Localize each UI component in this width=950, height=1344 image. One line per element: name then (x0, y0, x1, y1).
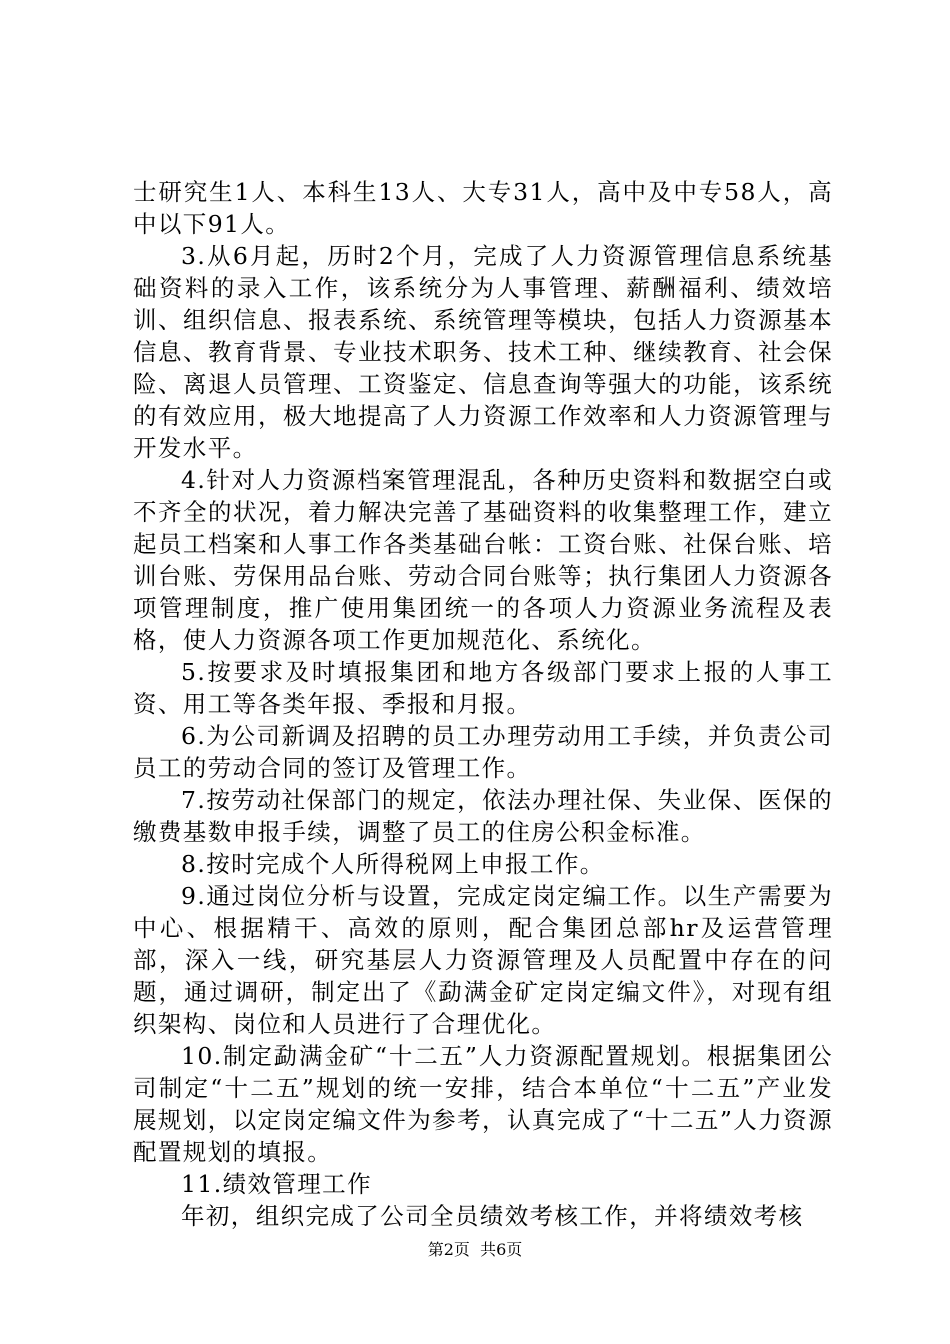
page-number: 第2页 共6页 (427, 1240, 523, 1259)
paragraph-2: 3.从6月起，历时2个月，完成了人力资源管理信息系统基础资料的录入工作，该系统分为人事管理、薪酬福利、绩效培训、组织信息、报表系统、系统管理等模块，包括人力资源基本信息、教育背景、专业技术职务、技术工种、继续教育、社会保险、离退人员管理、工资鉴定、信息查询等强大的功能，该系统的有效应用，极大地提高了人力资源工作效率和人力资源管理与开发水平。 (133, 242, 833, 462)
paragraph-5: 6.为公司新调及招聘的员工办理劳动用工手续，并负责公司员工的劳动合同的签订及管理工作。 (133, 722, 833, 782)
paragraph-11: 年初，组织完成了公司全员绩效考核工作，并将绩效考核 (181, 1202, 804, 1230)
paragraph-9: 10.制定勐满金矿“十二五”人力资源配置规划。根据集团公司制定“十二五”规划的统一安排，结合本单位“十二五”产业发展规划，以定岗定编文件为参考，认真完成了“十二五”人力资源配置规划的填报。 (133, 1042, 833, 1166)
paragraph-3: 4.针对人力资源档案管理混乱，各种历史资料和数据空白或不齐全的状况，着力解决完善了基础资料的收集整理工作，建立起员工档案和人事工作各类基础台帐：工资台账、社保台账、培训台账、劳保用品台账、劳动合同台账等；执行集团人力资源各项管理制度，推广使用集团统一的各项人力资源业务流程及表格，使人力资源各项工作更加规范化、系统化。 (133, 466, 833, 654)
page-footer (0, 1240, 950, 1260)
paragraph-6: 7.按劳动社保部门的规定，依法办理社保、失业保、医保的缴费基数申报手续，调整了员工的住房公积金标准。 (133, 786, 833, 846)
paragraph-7: 8.按时完成个人所得税网上申报工作。 (181, 850, 605, 878)
paragraph-8: 9.通过岗位分析与设置，完成定岗定编工作。以生产需要为中心、根据精干、高效的原则，配合集团总部hr及运营管理部，深入一线，研究基层人力资源管理及人员配置中存在的问题，通过调研，制定出了《勐满金矿定岗定编文件》，对现有组织架构、岗位和人员进行了合理优化。 (133, 882, 833, 1038)
paragraph-10: 11.绩效管理工作 (181, 1170, 372, 1198)
document-body (133, 176, 833, 1232)
paragraph-4: 5.按要求及时填报集团和地方各级部门要求上报的人事工资、用工等各类年报、季报和月报。 (133, 658, 833, 718)
paragraph-1: 士研究生1人、本科生13人、大专31人，高中及中专58人，高中以下91人。 (133, 178, 833, 238)
